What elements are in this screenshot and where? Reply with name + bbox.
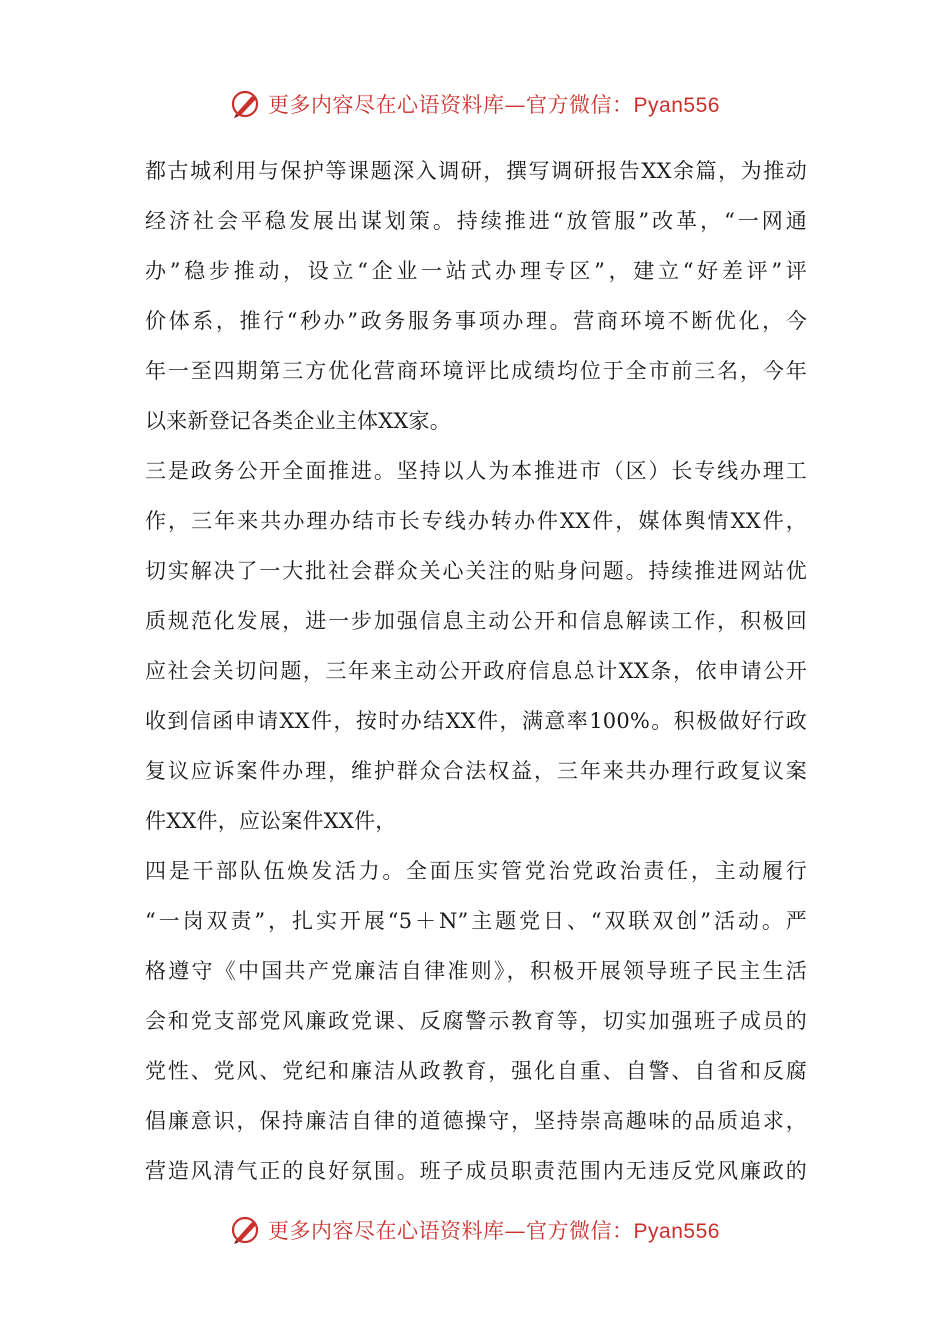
text-line: 质规范化发展，进一步加强信息主动公开和信息解读工作，积极回	[145, 609, 807, 633]
document-body	[145, 146, 807, 1196]
banner-text	[268, 1215, 720, 1245]
text-line: 党性、党风、党纪和廉洁从政教育，强化自重、自警、自省和反腐	[145, 1059, 807, 1083]
text-line: 收到信函申请XX件，按时办结XX件，满意率100%。积极做好行政	[145, 709, 807, 733]
text-line: 应社会关切问题，三年来主动公开政府信息总计XX条，依申请公开	[145, 659, 807, 683]
text-line: 营造风清气正的良好氛围。班子成员职责范围内无违反党风廉政的	[145, 1159, 807, 1183]
text-line: 办”稳步推动，设立“企业一站式办理专区”，建立“好差评”评	[145, 259, 807, 283]
text-line: 会和党支部党风廉政党课、反腐警示教育等，切实加强班子成员的	[145, 1009, 807, 1033]
banner-contact: Pyan556	[633, 94, 720, 117]
text-line: 切实解决了一大批社会群众关心关注的贴身问题。持续推进网站优	[145, 559, 807, 583]
text-line: 经济社会平稳发展出谋划策。持续推进“放管服”改革，“一网通	[145, 209, 807, 233]
text-line: 作，三年来共办理办结市长专线办转办件XX件，媒体舆情XX件，	[145, 509, 807, 533]
text-line: “一岗双责”，扎实开展“5＋N”主题党日、“双联双创”活动。严	[145, 909, 807, 933]
text-line: 复议应诉案件办理，维护群众合法权益，三年来共办理行政复议案	[145, 759, 807, 783]
text-line: 三是政务公开全面推进。坚持以人为本推进市（区）长专线办理工	[145, 459, 807, 483]
text-line: 价体系，推行“秒办”政务服务事项办理。营商环境不断优化，今	[145, 309, 807, 333]
banner-title: 更多内容尽在心语资料库—官方微信：	[268, 93, 634, 117]
text-line: 件XX件，应讼案件XX件，	[145, 809, 397, 833]
banner-text	[268, 89, 720, 119]
text-line: 倡廉意识，保持廉洁自律的道德操守，坚持崇高趣味的品质追求，	[145, 1109, 807, 1133]
pen-logo-icon	[230, 88, 262, 120]
text-line: 格遵守《中国共产党廉洁自律准则》，积极开展领导班子民主生活	[145, 959, 807, 983]
header-banner	[0, 84, 950, 124]
text-line: 都古城利用与保护等课题深入调研，撰写调研报告XX余篇，为推动	[145, 159, 807, 183]
banner-contact: Pyan556	[633, 1220, 720, 1243]
banner-title: 更多内容尽在心语资料库—官方微信：	[268, 1219, 634, 1243]
text-line: 年一至四期第三方优化营商环境评比成绩均位于全市前三名，今年	[145, 359, 807, 383]
text-line: 四是干部队伍焕发活力。全面压实管党治党政治责任，主动履行	[145, 859, 807, 883]
footer-banner	[0, 1210, 950, 1250]
pen-logo-icon	[230, 1214, 262, 1246]
text-line: 以来新登记各类企业主体XX家。	[145, 409, 451, 433]
